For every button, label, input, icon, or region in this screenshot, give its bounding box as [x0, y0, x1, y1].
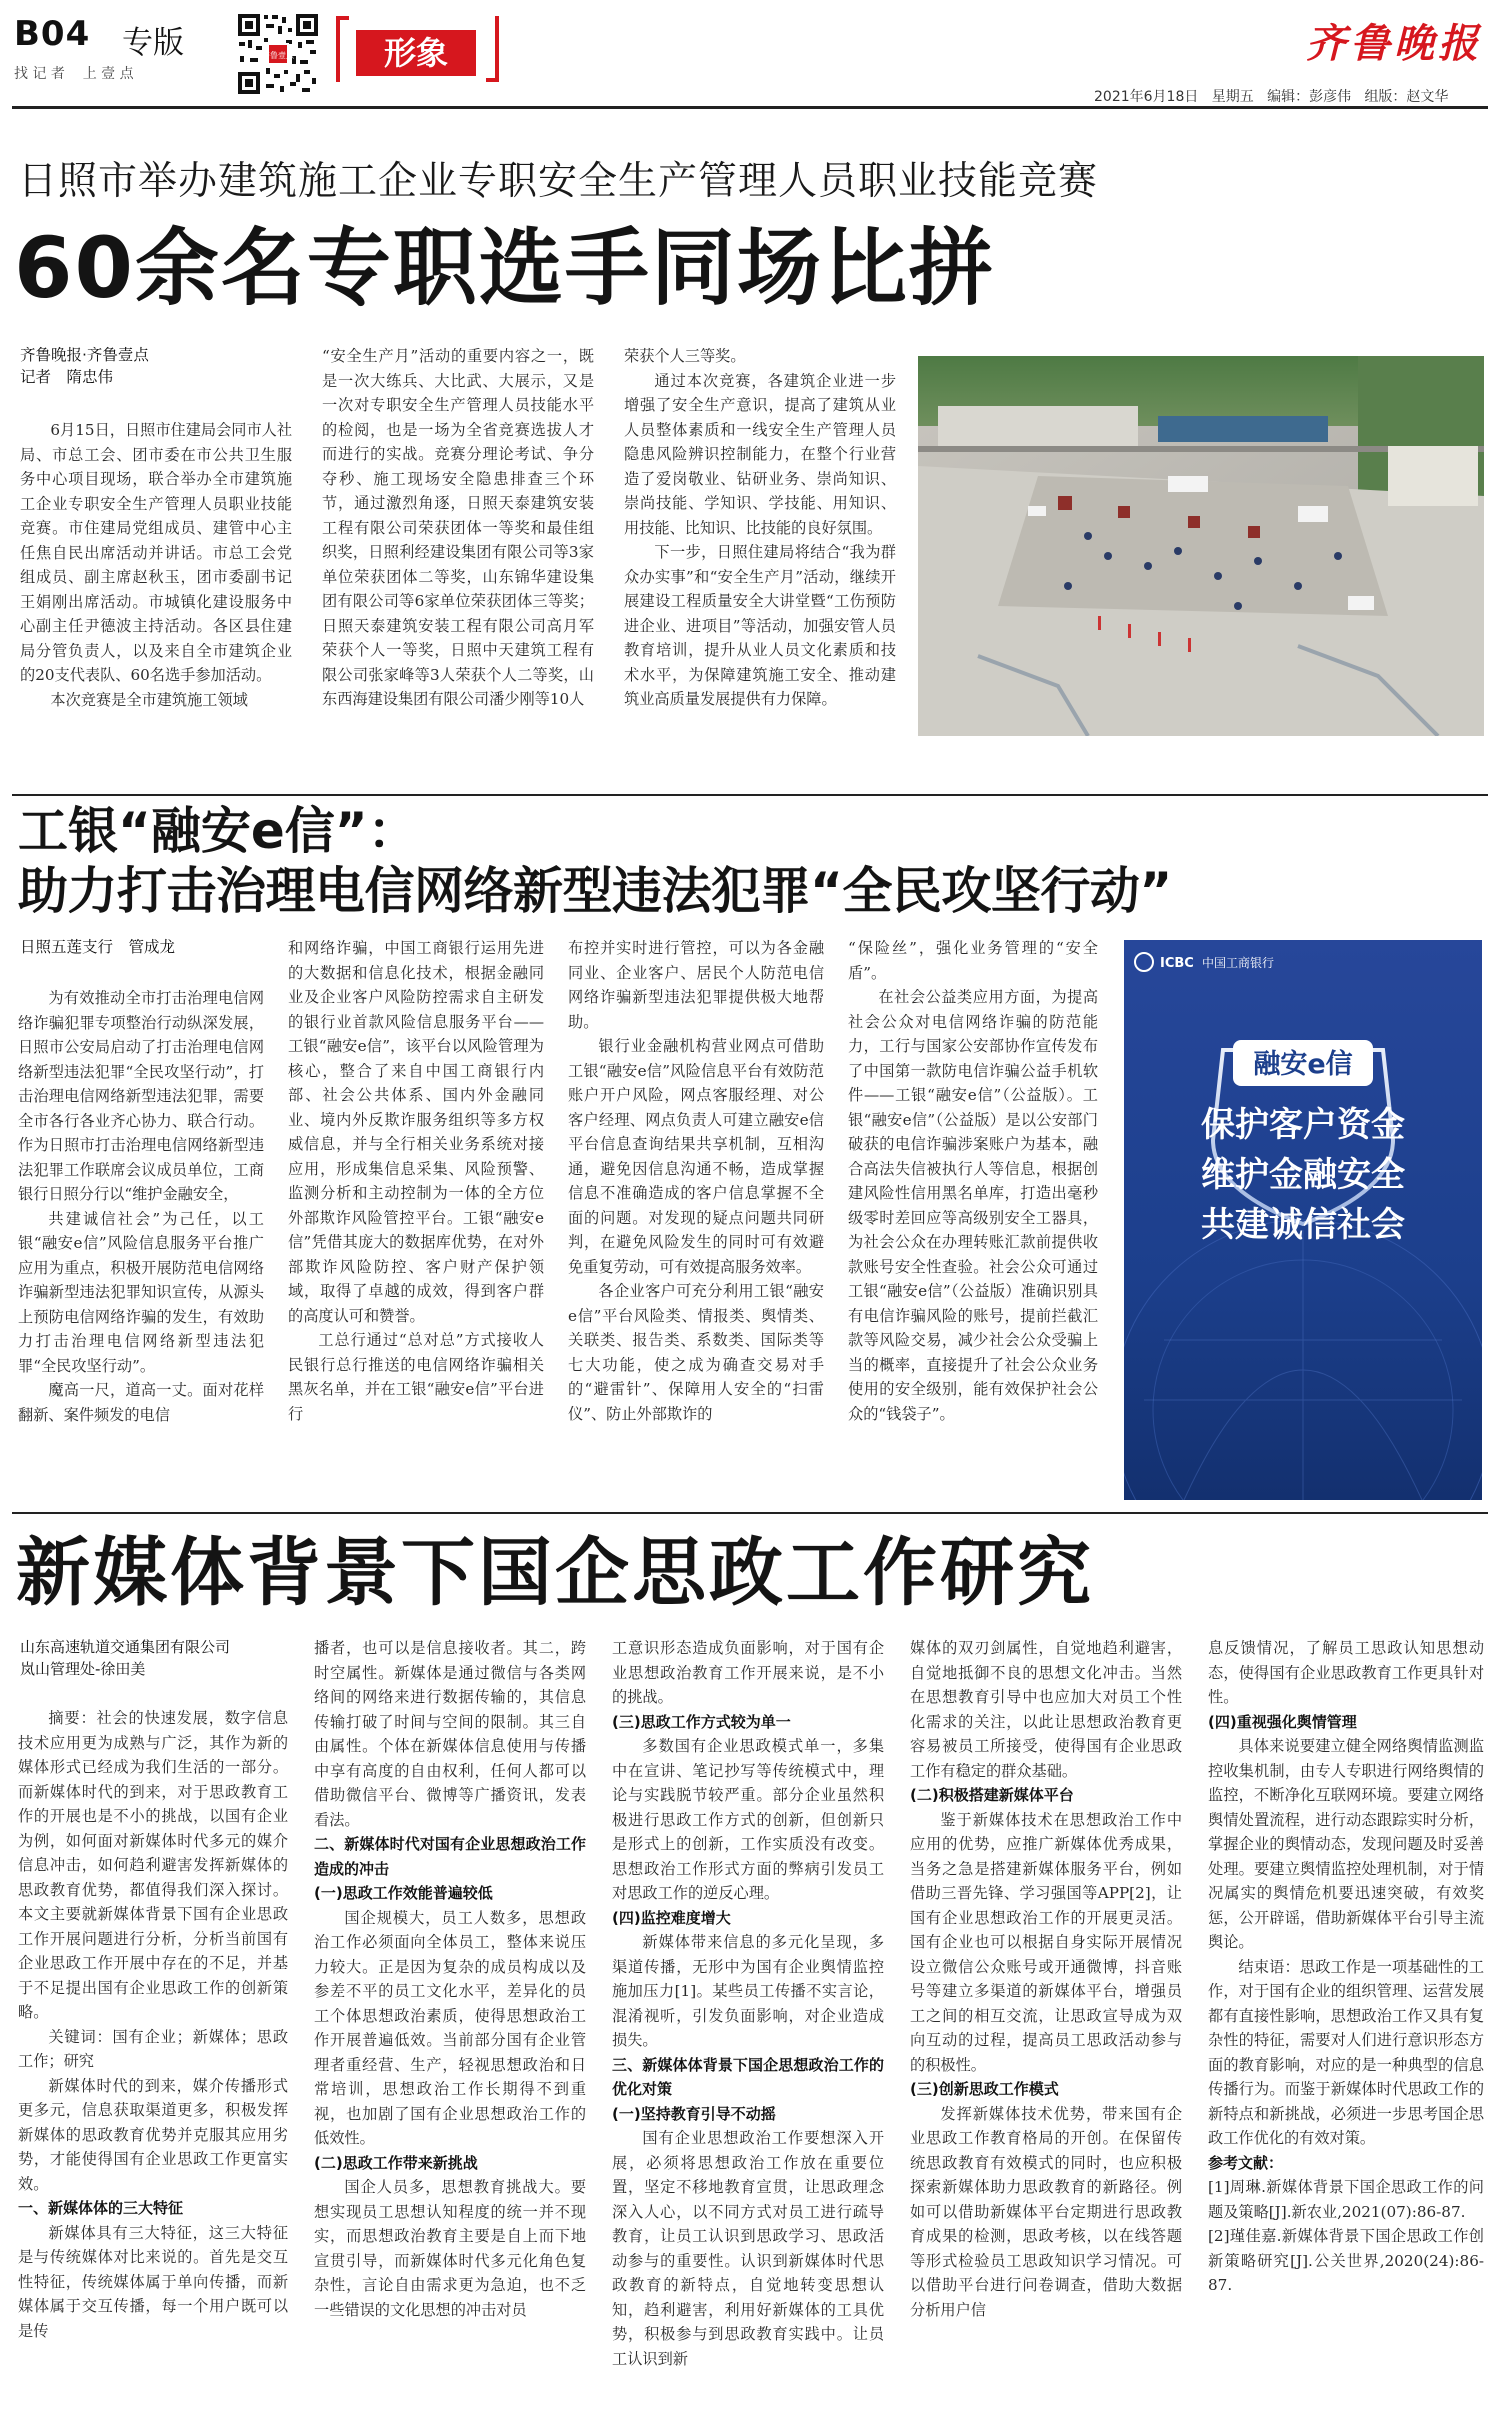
- reference: [2]瑾佳嘉.新媒体背景下国企思政工作创新策略研究[J].公关世界,2020(24):86-87.: [1208, 2227, 1484, 2294]
- paragraph: 下一步，日照住建局将结合“我为群众办实事”和“安全生产月”活动，继续开展建设工程质量安全大讲堂暨“工伤预防进企业、进项目”等活动，加强安管人员教育培训，提升从业人员文化素质和技术水平，为保障建筑施工安全、推动建筑业高质量发展提供有力保障。: [624, 543, 896, 708]
- article1-headline: 60余名专职选手同场比拼: [14, 219, 995, 317]
- paragraph: “安全生产月”活动的重要内容之一，既是一次大练兵、大比武、大展示，又是一次对专职安全生产管理人员技能水平的检阅，也是一场为全省竞赛选拔人才而进行的实战。竞赛分理论考试、争分夺秒、施工现场安全隐患排查三个环节，通过激烈角逐，日照天泰建筑安装工程有限公司荣获团体一等奖和最佳组织奖，日照利经建设集团有限公司等3家单位荣获团体二等奖，山东锦华建设集团有限公司等6家单位荣获团体三等奖；日照天泰建筑安装工程有限公司高月军荣获个人一等奖，日照中天建筑工程有限公司张家峰等3人荣获个人二等奖，山东西海建设集团有限公司潘少刚等10人: [322, 347, 594, 708]
- article1-col3: [624, 344, 896, 740]
- subheading: 参考文献：: [1208, 2153, 1284, 2172]
- article1-bottom-rule: [12, 794, 1488, 796]
- section-tag: 形象: [356, 30, 476, 76]
- poster-line3: 共建诚信社会: [1201, 1205, 1405, 1245]
- icbc-name: 中国工商银行: [1202, 956, 1275, 970]
- designer: 组版：赵文华: [1364, 89, 1449, 105]
- competition-photo: [918, 356, 1484, 736]
- article2-col1: [18, 986, 264, 1500]
- qr-code: [236, 12, 320, 96]
- paragraph: 结束语：思政工作是一项基础性的工作，对于国有企业的组织管理、运营发展都有直接性影响，思想政治工作又具有复杂性的特征，需要对人们进行意识形态方面的教育影响，对应的是一种典型的信息传播行为。而鉴于新媒体时代思政工作的新特点和新挑战，必须进一步思考国企思政工作优化的有效对策。: [1208, 1957, 1484, 2147]
- qr-logo-text: 齐鲁壹点: [262, 51, 294, 60]
- paragraph: 通过本次竞赛，各建筑企业进一步增强了安全生产意识，提高了建筑从业人员整体素质和一线安全生产管理人员隐患风险辨识控制能力，在整个行业营造了爱岗敬业、钻研业务、崇尚知识、崇尚技能、学知识、学技能、用知识、用技能、比知识、比技能的良好氛围。: [624, 371, 896, 537]
- icbc-abbr: ICBC: [1160, 956, 1194, 971]
- paragraph: 多数国有企业思政模式单一，多集中在宣讲、笔记抄写等传统模式中，理论与实践脱节较严重。部分企业虽然积极进行思政工作方式的创新，但创新只是形式上的创新，工作实质没有改变。思想政治工作形式方面的弊病引发员工对思政工作的逆反心理。: [612, 1737, 884, 1902]
- subheading: (一)坚持教育引导不动摇: [612, 2104, 776, 2123]
- subheading: (四)监控难度增大: [612, 1908, 731, 1927]
- article3-headline: 新媒体背景下国企思政工作研究: [16, 1530, 1094, 1616]
- date: 2021年6月18日: [1094, 89, 1199, 105]
- paragraph: 魔高一尺，道高一丈。面对花样翻新、案件频发的电信: [18, 1381, 264, 1424]
- editor: 编辑：彭彦伟: [1267, 89, 1352, 105]
- paragraph: 在社会公益类应用方面，为提高社会公众对电信网络诈骗的防范能力，工行与国家公安部协作宣传发布了中国第一款防电信诈骗公益手机软件——工银“融安e信”（公益版）。工银“融安e信”（公益版）是以公安部门破获的电信诈骗涉案账户为基本，融合高法失信被执行人等信息，根据创建风险性信用黑名单库，打造出毫秒级零时差回应等高级别安全工器具，为社会公众在办理转账汇款前提供收款账号安全性查验。社会公众可通过工银“融安e信”（公益版）准确识别具有电信诈骗风险的账号，提前拦截汇款等风险交易，减少社会公众受骗上当的概率，直接提升了社会公众业务使用的安全级别，能有效保护社会公众的“钱袋子”。: [848, 988, 1098, 1423]
- paragraph: 和网络诈骗，中国工商银行运用先进的大数据和信息化技术，根据金融同业及企业客户风险防控需求自主研发的银行业首款风险信息服务平台——工银“融安e信”，该平台以风险管理为核心，整合了来自中国工商银行内部、社会公共体系、国内外金融同业、境内外反欺诈服务组织等多方权威信息，并与全行相关业务系统对接应用，形成集信息采集、风险预警、监测分析和主动控制为一体的全方位外部欺诈风险管控平台。工银“融安e信”凭借其庞大的数据库优势，在对外部欺诈风险防控、客户财产保护领域，取得了卓越的成效，得到客户群的高度认可和赞誉。: [288, 939, 544, 1325]
- icbc-poster: [1124, 940, 1482, 1500]
- reference: [1]周琳.新媒体背景下国企思政工作的问题及策略[J].新农业,2021(07):86-87.: [1208, 2178, 1484, 2221]
- article3-byline: [20, 1636, 230, 1680]
- paragraph: “保险丝”，强化业务管理的“安全盾”。: [848, 939, 1098, 982]
- paragraph: 具体来说要建立健全网络舆情监测监控收集机制，由专人专职进行网络舆情的监控，不断净化互联网环境。要建立网络舆情处置流程，进行动态跟踪实时分析，掌握企业的舆情动态，发现问题及时妥善处理。要建立舆情监控处理机制，对于情况属实的舆情危机要迅速突破，有效奖惩，公开辟谣，借助新媒体平台引导主流舆论。: [1208, 1737, 1484, 1951]
- page-number: B04: [14, 14, 91, 54]
- weekday: 星期五: [1211, 89, 1254, 105]
- article1-byline: [20, 344, 149, 388]
- article2-col2: [288, 936, 544, 1500]
- article3-col3: [612, 1636, 884, 2408]
- section-label: 专版: [122, 25, 184, 61]
- paragraph: 播者，也可以是信息接收者。其二，跨时空属性。新媒体是通过微信与各类网络间的网络来进行数据传输的，其信息传输打破了时间与空间的限制。其三自由属性。个体在新媒体信息使用与传播中享有高度的自由权利，任何人都可以借助微信平台、微博等广播资讯，发表看法。: [314, 1639, 586, 1829]
- article1-col1: [20, 418, 292, 740]
- slogan: 找 记 者 上 壹 点: [14, 66, 134, 82]
- article2-col4: [848, 936, 1098, 1500]
- subheading: 一、新媒体体的三大特征: [18, 2199, 184, 2217]
- masthead-rule: [12, 106, 1488, 109]
- paragraph: 摘要：社会的快速发展，数字信息技术应用更为成熟与广泛，其作为新的媒体形式已经成为我们生活的一部分。而新媒体时代的到来，对于思政教育工作的开展也是不小的挑战，以国有企业为例，如何面对新媒体时代多元的媒介信息冲击，如何趋利避害发挥新媒体的思政教育优势，都值得我们深入探讨。本文主要就新媒体背景下国有企业思政工作开展问题进行分析，分析当前国有企业思政工作开展中存在的不足，并基于不足提出国有企业思政工作的创新策略。: [18, 1709, 288, 2021]
- paragraph: 工总行通过“总对总”方式接收人民银行总行推送的电信网络诈骗相关黑灰名单，并在工银“融安e信”平台进行: [288, 1331, 544, 1423]
- subheading: (三)思政工作方式较为单一: [612, 1712, 791, 1731]
- paper-logo: 齐鲁晚报: [1306, 20, 1482, 67]
- paragraph: 银行业金融机构营业网点可借助工银“融安e信”风险信息平台有效防范账户开户风险，网点客服经理、对公客户经理、网点负责人可建立融安e信平台信息查询结果共享机制，互相沟通，避免因信息沟通不畅，造成掌握信息不准确造成的客户信息掌握不全面的问题。对发现的疑点问题共同研判，在避免风险发生的同时可有效避免重复劳动，可有效提高服务效率。: [568, 1037, 824, 1276]
- bracket-left-icon: [336, 16, 349, 82]
- article1-kicker: 日照市举办建筑施工企业专职安全生产管理人员职业技能竞赛: [18, 159, 1099, 204]
- paragraph: 国企人员多，思想教育挑战大。要想实现员工思想认知程度的统一并不现实，而思想政治教育主要是自上而下地宣贯引导，而新媒体时代多元化角色复杂性，言论自由需求更为急迫，也不乏一些错误的文化思想的冲击对员: [314, 2178, 586, 2319]
- poster-badge: 融安e信: [1253, 1049, 1353, 1080]
- article2-byline: 日照五莲支行 管成龙: [20, 938, 176, 956]
- subheading: 三、新媒体体背景下国企思想政治工作的优化对策: [612, 2055, 884, 2098]
- article3-col5: [1208, 1636, 1484, 2408]
- paragraph: 荣获个人三等奖。: [624, 347, 746, 365]
- paragraph: 为有效推动全市打击治理电信网络诈骗犯罪专项整治行动纵深发展，日照市公安局启动了打击治理电信网络新型违法犯罪“全民攻坚行动”，打击治理电信网络新型违法犯罪，需要全市各行各业齐心协力、联合行动。作为日照市打击治理电信网络新型违法犯罪工作联席会议成员单位，工商银行日照分行以“维护金融安全，: [18, 989, 264, 1203]
- paragraph: 布控并实时进行管控，可以为各金融同业、企业客户、居民个人防范电信网络诈骗新型违法犯罪提供极大地帮助。: [568, 939, 824, 1031]
- paragraph: 国有企业思想政治工作要想深入开展，必须将思想政治工作放在重要位置，坚定不移地教育宣贯，让思政理念深入人心，以不同方式对员工进行疏导教育，让员工认识到思政学习、思政活动参与的重要性。认识到新媒体时代思政教育的新特点，自觉地转变思想认知，趋利避害，利用好新媒体的工具优势，积极参与到思政教育实践中。让员工认识到新: [612, 2129, 884, 2368]
- article2-headline-line2: 助力打击治理电信网络新型违法犯罪“全民攻坚行动”: [18, 862, 1172, 920]
- subheading: (二)思政工作带来新挑战: [314, 2153, 478, 2172]
- paragraph: 6月15日，日照市住建局会同市人社局、市总工会、团市委在市公共卫生服务中心项目现场，联合举办全市建筑施工企业专职安全生产管理人员职业技能竞赛。市住建局党组成员、建管中心主任焦自民出席活动并讲话。市总工会党组成员、副主席赵秋玉，团市委副书记王娟刚出席活动。市城镇化建设服务中心副主任尹德波主持活动。各区县住建局分管负责人，以及来自全市建筑企业的20支代表队、60名选手参加活动。: [20, 421, 292, 684]
- paragraph: 共建诚信社会”为己任，以工银“融安e信”风险信息服务平台推广应用为重点，积极开展防范电信网络诈骗新型违法犯罪知识宣传，从源头上预防电信网络诈骗的发生，有效助力打击治理电信网络新型违法犯罪“全民攻坚行动”。: [18, 1209, 264, 1375]
- poster-line1: 保护客户资金: [1201, 1105, 1405, 1145]
- paragraph: 新媒体时代的到来，媒介传播形式更多元，信息获取渠道更多，积极发挥新媒体的思政教育优势并克服其应用劣势，才能使得国有企业思政工作更富实效。: [18, 2076, 288, 2193]
- article1-source: 齐鲁晚报·齐鲁壹点: [20, 346, 149, 364]
- article2-headline-line1: 工银“融安e信”：: [18, 802, 418, 860]
- subheading: (三)创新思政工作模式: [910, 2080, 1059, 2098]
- article2-col3: [568, 936, 824, 1500]
- article3-col1: [18, 1706, 288, 2408]
- bracket-right-icon: [486, 16, 499, 82]
- subheading: 二、新媒体时代对国有企业思想政治工作造成的冲击: [314, 1835, 586, 1878]
- subheading: (一)思政工作效能普遍较低: [314, 1884, 493, 1902]
- paragraph: 工意识形态造成负面影响，对于国有企业思想政治教育工作开展来说，是不小的挑战。: [612, 1639, 884, 1706]
- article3-author: 岚山管理处-徐田美: [20, 1660, 146, 1678]
- paragraph: 新媒体带来信息的多元化呈现，多渠道传播，无形中为国有企业舆情监控施加压力[1]。某些员工传播不实言论，混淆视听，引发负面影响，对企业造成损失。: [612, 1933, 884, 2049]
- paragraph: 关键词：国有企业；新媒体；思政工作；研究: [18, 2027, 288, 2070]
- subheading: (二)积极搭建新媒体平台: [910, 1786, 1074, 1804]
- article3-col4: [910, 1636, 1182, 2408]
- article1-col2: [322, 344, 594, 740]
- paragraph: 息反馈情况，了解员工思政认知思想动态，使得国有企业思政教育工作更具针对性。: [1208, 1639, 1484, 1706]
- article3-org: 山东高速轨道交通集团有限公司: [20, 1638, 231, 1656]
- paragraph: 媒体的双刃剑属性，自觉地趋利避害，自觉地抵御不良的思想文化冲击。当然在思想教育引导中也应加大对员工个性化需求的关注，以此让思想政治教育更容易被员工所接受，使得国有企业思政工作有稳定的群众基础。: [910, 1639, 1182, 1780]
- paragraph: 发挥新媒体技术优势，带来国有企业思政工作教育格局的开创。在保留传统思政教育有效模式的同时，也应积极探索新媒体助力思政教育的新路径。例如可以借助新媒体平台定期进行思政教育成果的检测，思政考核，以在线答题等形式检验员工思政知识学习情况。可以借助平台进行问卷调查，借助大数据分析用户信: [910, 2104, 1182, 2319]
- dateline: [1094, 86, 1448, 106]
- paragraph: 鉴于新媒体技术在思想政治工作中应用的优势，应推广新媒体优秀成果，当务之急是搭建新媒体服务平台，例如借助三晋先锋、学习强国等APP[2]，让国有企业思想政治工作的开展更灵活。国有企业也可以根据自身实际开展情况设立微信公众账号或开通微博，抖音账号等建立多渠道的新媒体平台，增强员工之间的相互交流，让思政宣导成为双向互动的过程，提高员工思政活动参与的积极性。: [910, 1810, 1182, 2074]
- paragraph: 国企规模大，员工人数多，思想政治工作必须面向全体员工，整体来说压力较大。正是因为复杂的成员构成以及参差不平的员工文化水平，差异化的员工个体思想政治素质，使得思想政治工作开展普遍低效。当前部分国有企业管理者重经营、生产，轻视思想政治和日常培训，思想政治工作长期得不到重视，也加剧了国有企业思想政治工作的低效性。: [314, 1908, 586, 2147]
- qr-code-graphic: [236, 12, 320, 96]
- article2-bottom-rule: [12, 1512, 1488, 1514]
- article3-col2: [314, 1636, 586, 2408]
- poster-line2: 维护金融安全: [1201, 1155, 1405, 1195]
- article1-reporter: 记者 隋忠伟: [20, 368, 114, 386]
- competition-photo-graphic: [918, 356, 1484, 736]
- subheading: (四)重视强化舆情管理: [1208, 1712, 1357, 1731]
- paragraph: 新媒体具有三大特征，这三大特征是与传统媒体对比来说的。首先是交互性特征，传统媒体属于单向传播，而新媒体属于交互传播，每一个用户既可以是传: [18, 2223, 288, 2340]
- paragraph: 各企业客户可充分利用工银“融安e信”平台风险类、情报类、舆情类、关联类、报告类、系数类、国际类等七大功能，使之成为确查交易对手的“避雷针”、保障用人安全的“扫雷仪”、防止外部欺诈的: [568, 1282, 824, 1423]
- paragraph: 本次竞赛是全市建筑施工领域: [50, 690, 248, 709]
- icbc-poster-graphic: [1124, 940, 1482, 1500]
